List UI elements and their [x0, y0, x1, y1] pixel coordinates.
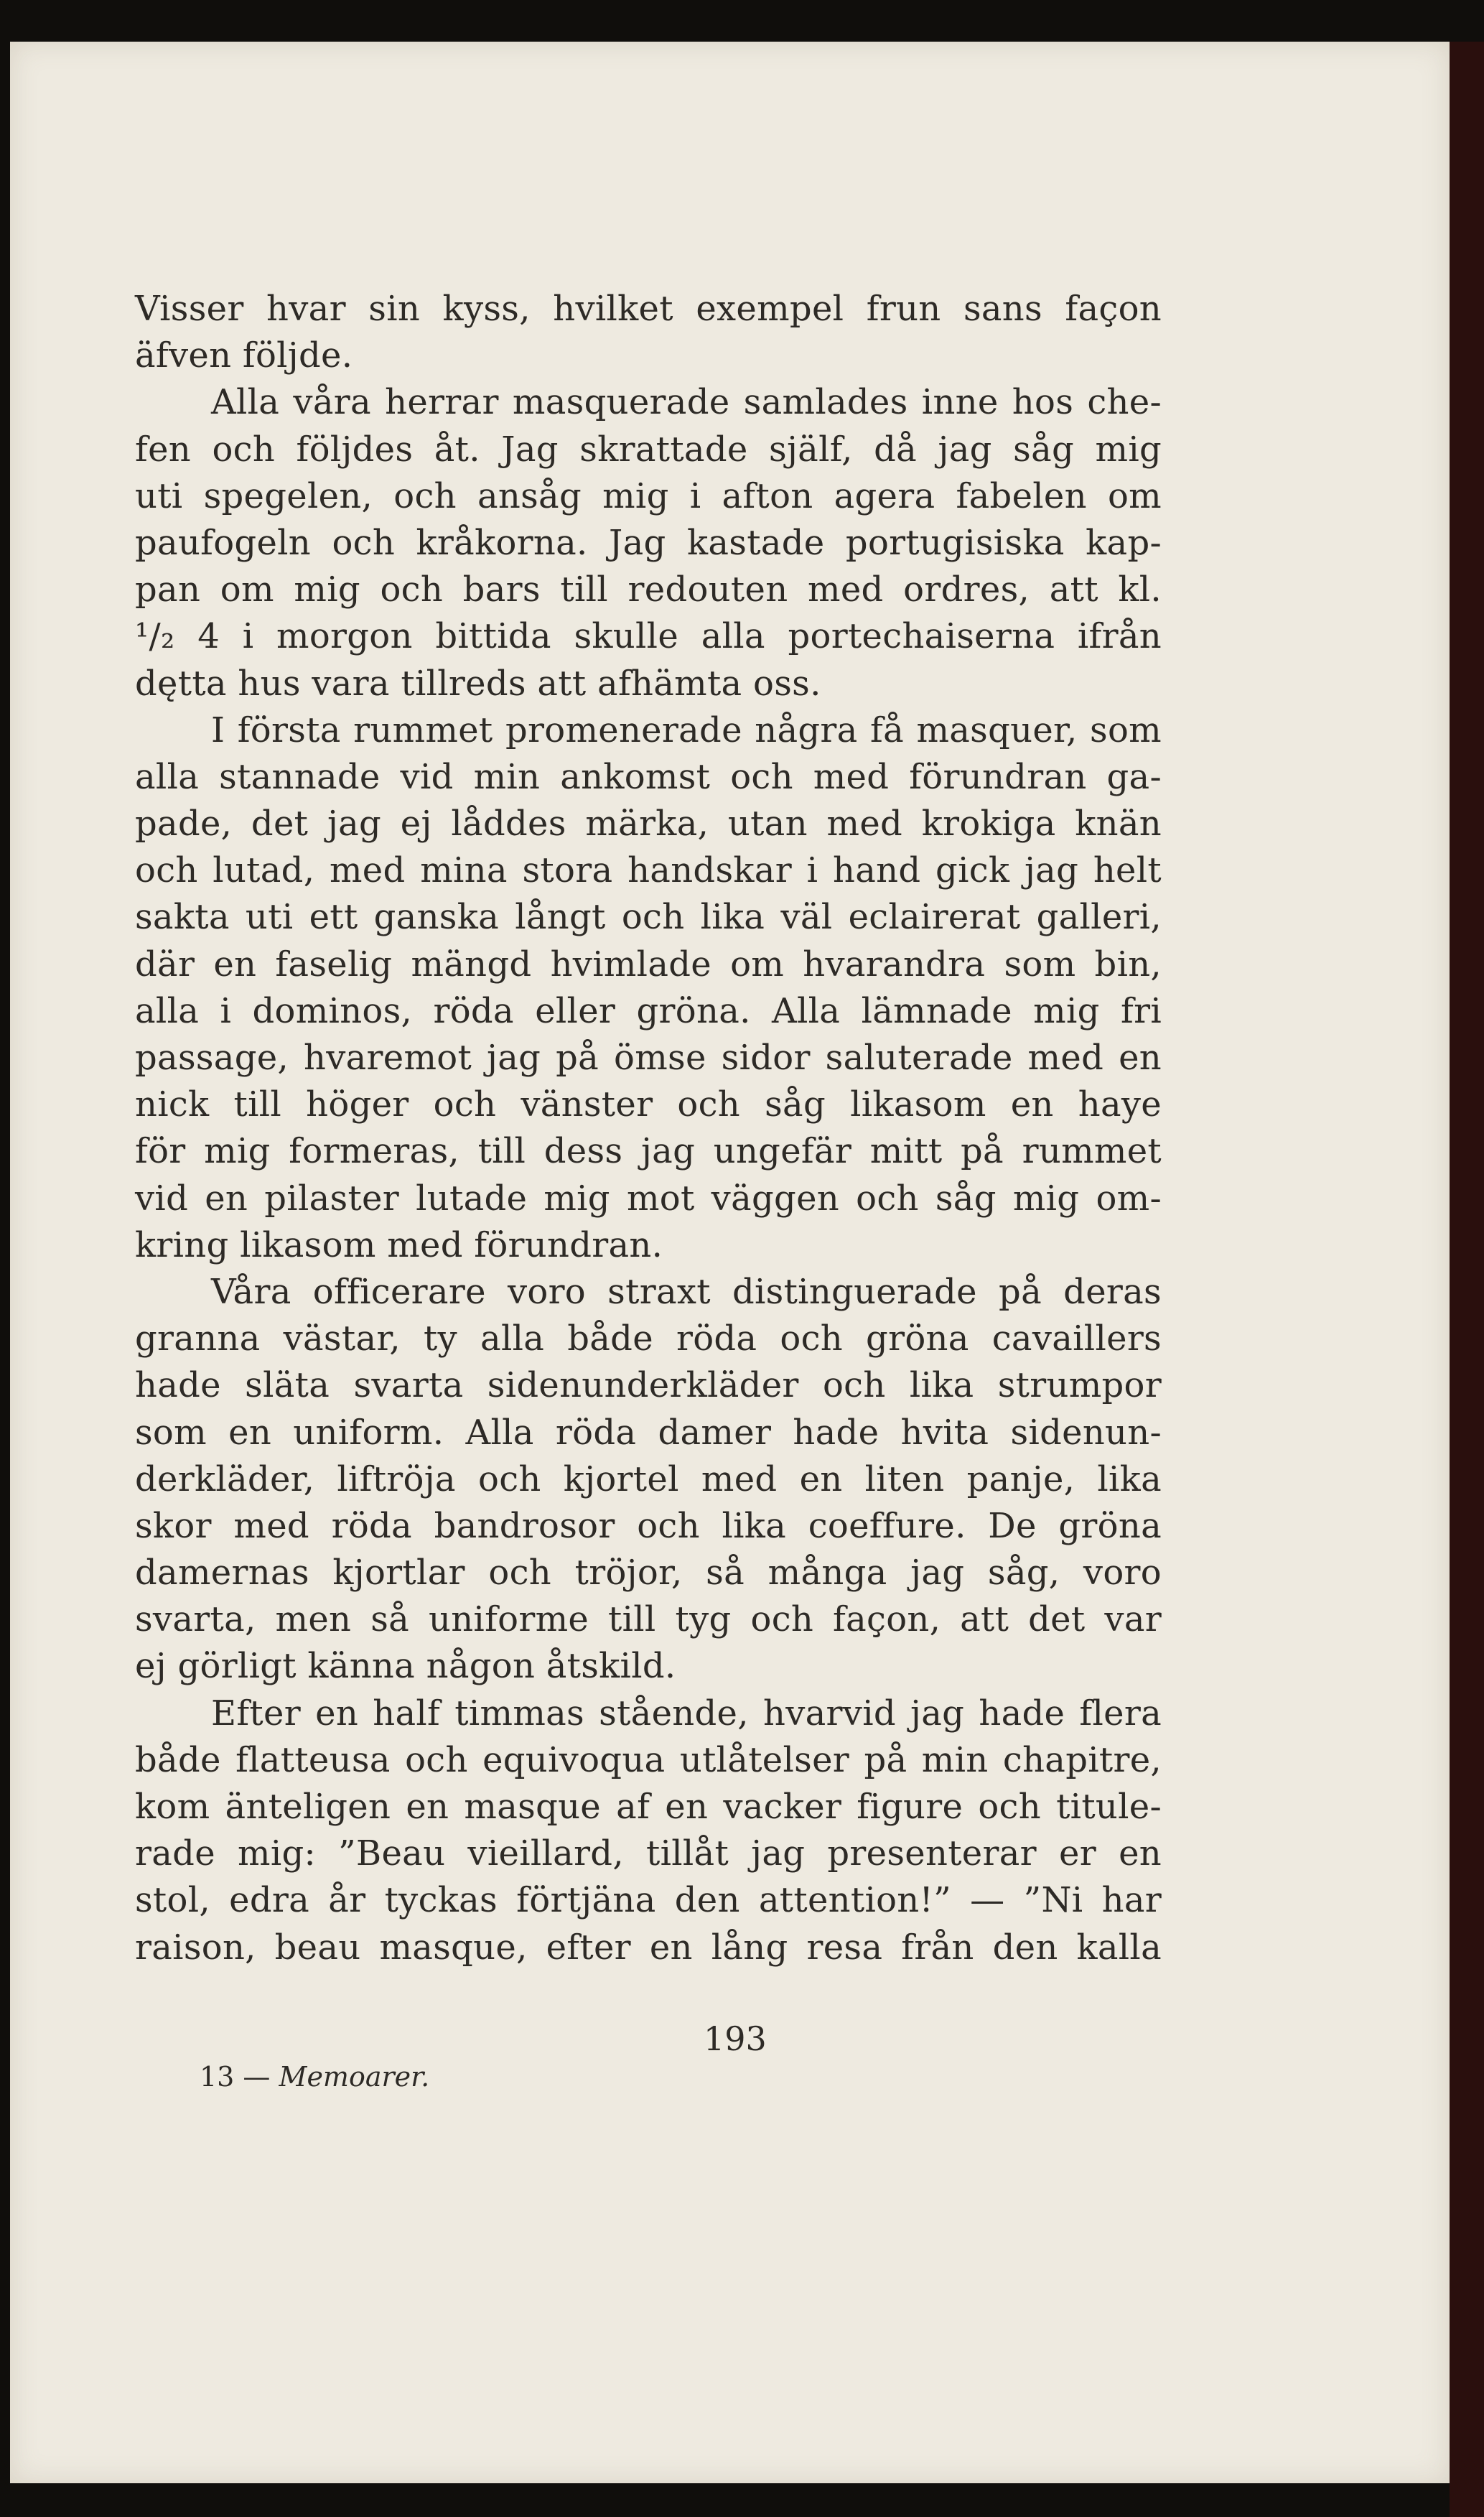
- text-line: ej görligt känna någon åtskild.: [135, 1646, 676, 1687]
- text-line: derkläder, liftröja och kjortel med en liten panje, lika: [135, 1458, 1162, 1499]
- page-number: 193: [704, 2019, 767, 2058]
- body-text: [135, 286, 1162, 1971]
- signature-number: 13 —: [200, 2061, 271, 2093]
- text-line: kring likasom med förundran.: [135, 1224, 663, 1265]
- text-line: pade, det jag ej låddes märka, utan med krokiga knän: [135, 804, 1162, 845]
- text-line: stol, edra år tyckas förtjäna den attention!” — ”Ni har: [135, 1880, 1162, 1921]
- text-line: passage, hvaremot jag på ömse sidor saluterade med en: [135, 1038, 1162, 1078]
- text-line: paufogeln och kråkorna. Jag kastade portugisiska kap-: [135, 522, 1162, 563]
- text-line: Efter en half timmas stående, hvarvid jag hade flera: [211, 1693, 1162, 1734]
- text-line: svarta, men så uniforme till tyg och façon, att det var: [135, 1599, 1162, 1640]
- text-line: äfven följde.: [135, 335, 353, 376]
- text-line: och lutad, med mina stora handskar i hand gick jag helt: [135, 850, 1162, 891]
- text-line: Alla våra herrar masquerade samlades inne hos che-: [211, 382, 1162, 423]
- text-line: hade släta svarta sidenunderkläder och lika strumpor: [135, 1365, 1162, 1406]
- text-line: nick till höger och vänster och såg likasom en haye: [135, 1084, 1162, 1125]
- signature-mark: [200, 2061, 429, 2093]
- text-line: alla i dominos, röda eller gröna. Alla lämnade mig fri: [135, 990, 1162, 1031]
- text-line: sakta uti ett ganska långt och lika väl eclairerat galleri,: [135, 897, 1162, 938]
- text-line: dętta hus vara tillreds att afhämta oss.: [135, 663, 821, 704]
- book-edge: [1450, 42, 1484, 2517]
- text-line: Visser hvar sin kyss, hvilket exempel frun sans façon: [135, 289, 1162, 329]
- text-line: damernas kjortlar och tröjor, så många jag såg, voro: [135, 1553, 1162, 1594]
- text-line: både flatteusa och equivoqua utlåtelser på min chapitre,: [135, 1739, 1162, 1780]
- text-line: raison, beau masque, efter en lång resa från den kalla: [135, 1927, 1162, 1968]
- text-line: alla stannade vid min ankomst och med förundran ga-: [135, 756, 1162, 797]
- text-line: Våra officerare voro straxt distinguerade på deras: [211, 1271, 1162, 1312]
- text-line: ¹/₂ 4 i morgon bittida skulle alla portechaiserna ifrån: [135, 616, 1162, 657]
- text-line: för mig formeras, till dess jag ungefär mitt på rummet: [135, 1131, 1162, 1172]
- text-line: I första rummet promenerade några få masquer, som: [211, 709, 1162, 750]
- text-line: som en uniform. Alla röda damer hade hvita sidenun-: [135, 1412, 1162, 1453]
- text-line: fen och följdes åt. Jag skrattade själf, då jag såg mig: [135, 429, 1162, 470]
- text-line: skor med röda bandrosor och lika coeffure. De gröna: [135, 1505, 1162, 1546]
- text-line: rade mig: ”Beau vieillard, tillåt jag presenterar er en: [135, 1833, 1162, 1874]
- text-line: pan om mig och bars till redouten med ordres, att kl.: [135, 569, 1162, 610]
- signature-title: Memoarer.: [279, 2061, 430, 2093]
- text-line: uti spegelen, och ansåg mig i afton agera fabelen om: [135, 475, 1162, 516]
- text-line: där en faselig mängd hvimlade om hvarandra som bin,: [135, 944, 1162, 985]
- text-line: kom änteligen en masque af en vacker figure och titule-: [135, 1787, 1162, 1827]
- text-line: granna västar, ty alla både röda och gröna cavaillers: [135, 1318, 1162, 1359]
- text-line: vid en pilaster lutade mig mot väggen och såg mig om-: [135, 1178, 1162, 1219]
